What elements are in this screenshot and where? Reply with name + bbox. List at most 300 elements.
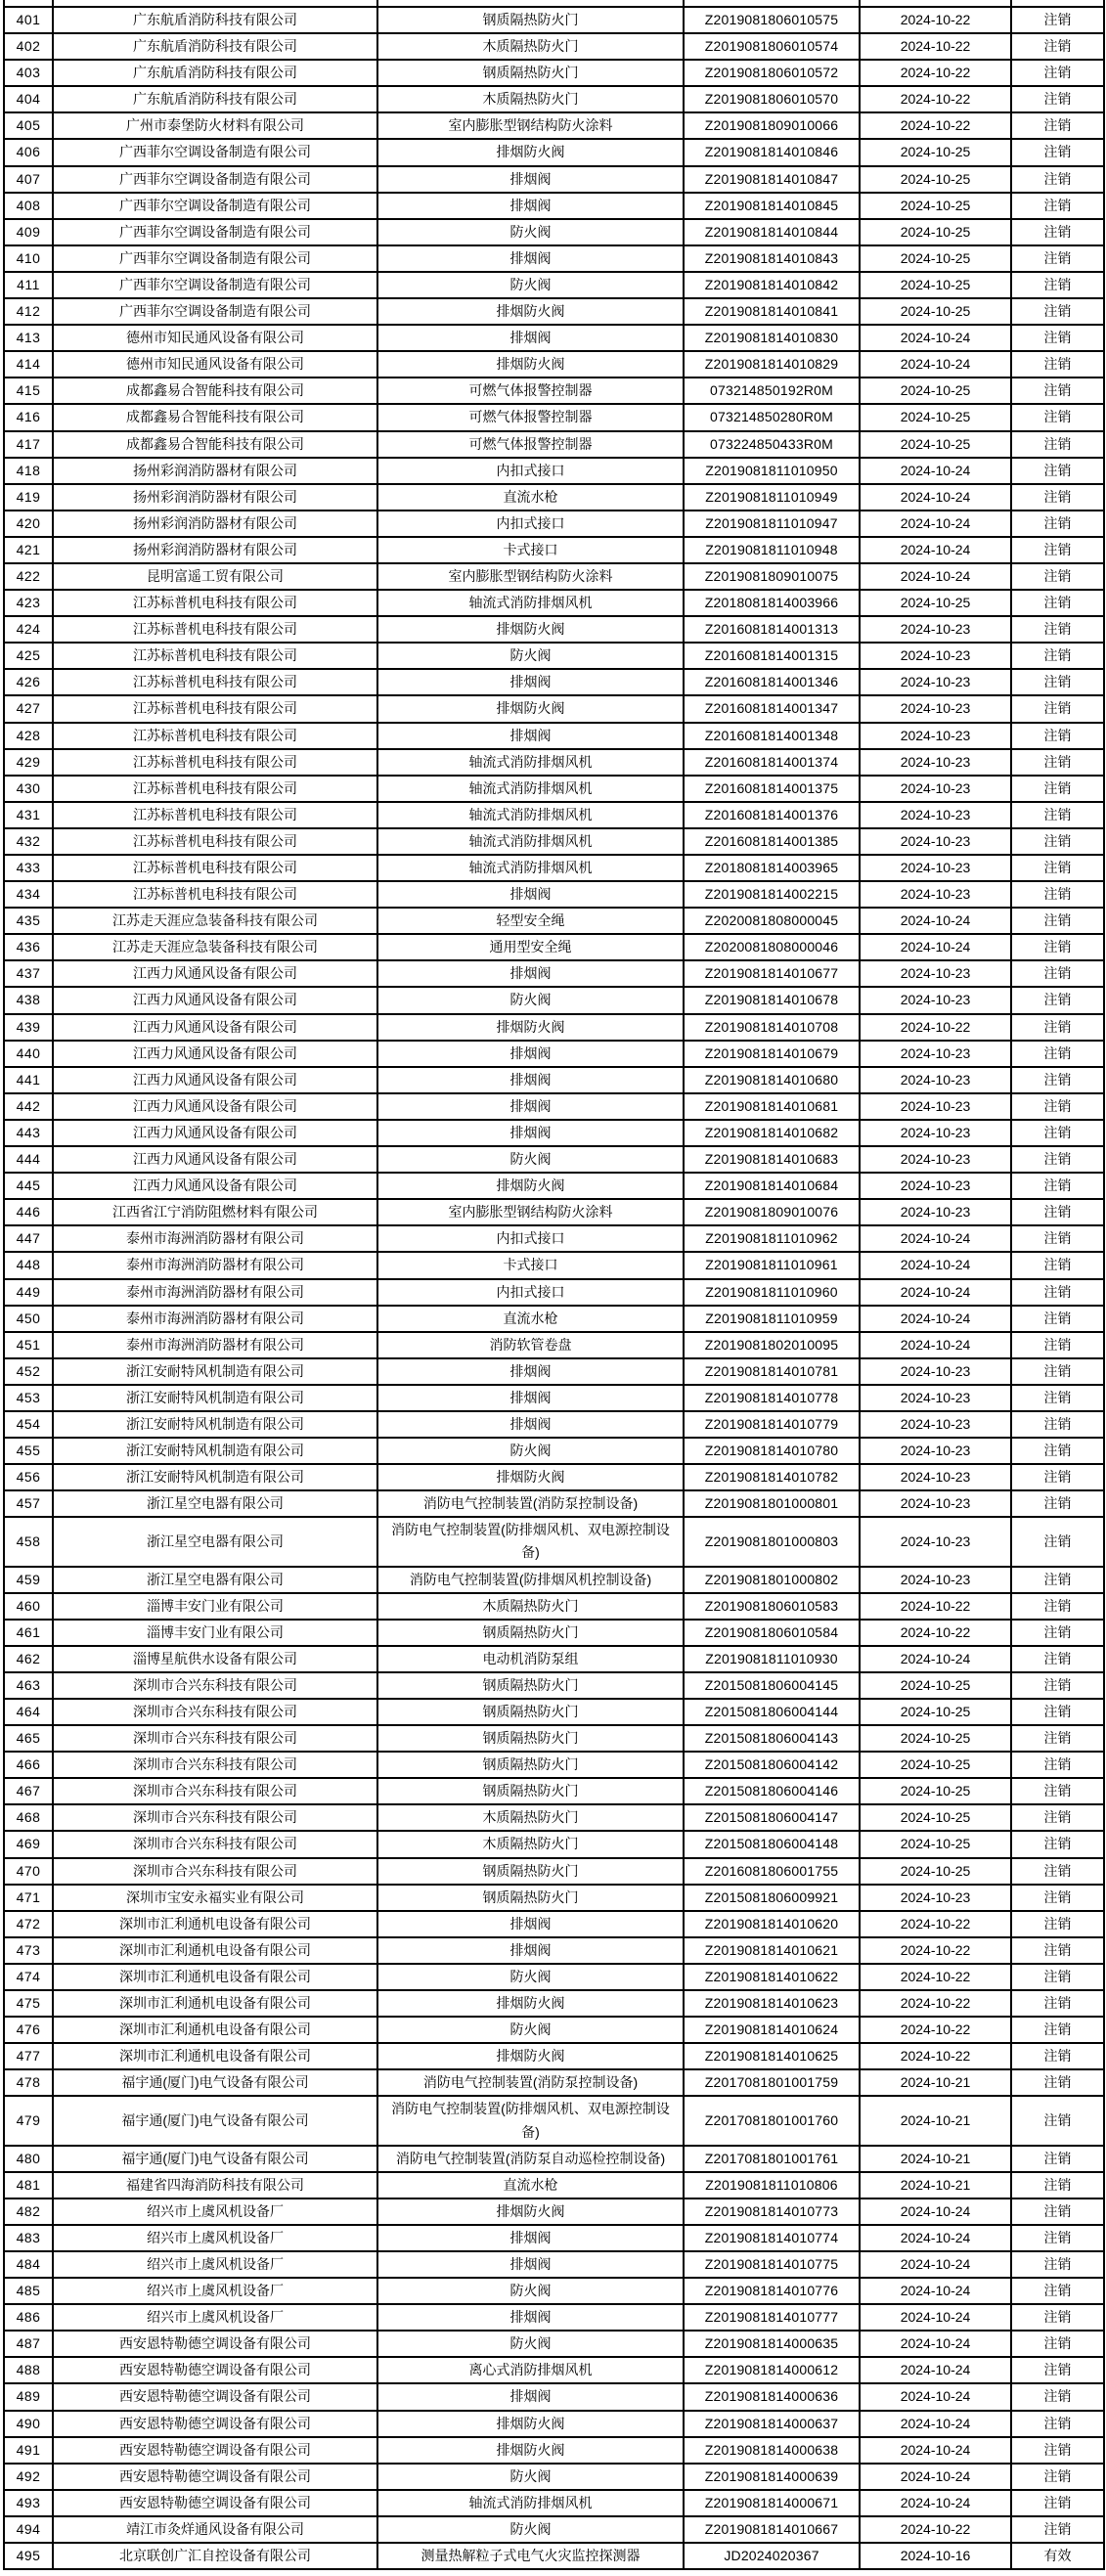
date-cell: 2024-10-23 [860,1464,1011,1490]
row-number-cell: 449 [4,1279,53,1306]
row-number-cell: 402 [4,33,53,60]
certificate-number-cell: Z2019081811010960 [684,1279,860,1306]
product-name-cell: 防火阀 [377,987,684,1013]
company-name-cell: 浙江星空电器有限公司 [53,1490,377,1517]
table-row [4,934,1104,960]
row-number-cell: 488 [4,2357,53,2383]
table-row [4,2198,1104,2225]
table-row [4,1593,1104,1620]
status-cell: 注销 [1011,1752,1104,1778]
product-name-cell: 钢质隔热防火门 [377,1778,684,1804]
date-cell: 2024-10-22 [860,1911,1011,1937]
certificate-number-cell: Z2019081814010622 [684,1964,860,1990]
product-name-cell: 轻型安全绳 [377,908,684,934]
status-cell: 注销 [1011,2069,1104,2096]
date-cell: 2024-10-24 [860,1646,1011,1672]
product-name-cell: 直流水枪 [377,2172,684,2198]
date-cell: 2024-10-23 [860,1358,1011,1385]
product-name-cell: 轴流式消防排烟风机 [377,802,684,828]
status-cell: 注销 [1011,1146,1104,1173]
table-row [4,1438,1104,1464]
row-number-cell: 475 [4,1990,53,2017]
company-name-cell: 广东航盾消防科技有限公司 [53,7,377,33]
product-name-cell: 钢质隔热防火门 [377,1699,684,1725]
status-cell: 注销 [1011,2464,1104,2490]
company-name-cell: 绍兴市上虞风机设备厂 [53,2304,377,2331]
row-number-cell: 431 [4,802,53,828]
status-cell: 注销 [1011,272,1104,298]
row-number-cell: 419 [4,484,53,511]
certificate-number-cell: Z2019081814000637 [684,2411,860,2437]
table-row [4,2490,1104,2516]
row-number-cell: 421 [4,537,53,563]
status-cell: 注销 [1011,431,1104,458]
status-cell: 注销 [1011,139,1104,165]
company-name-cell: 广东航盾消防科技有限公司 [53,33,377,60]
table-row [4,2069,1104,2096]
table-row [4,298,1104,325]
company-name-cell: 江苏标普机电科技有限公司 [53,776,377,802]
date-cell: 2024-10-23 [860,1567,1011,1593]
date-cell: 2024-10-25 [860,431,1011,458]
certificate-number-cell: Z2015081806009921 [684,1885,860,1911]
row-number-cell: 477 [4,2043,53,2069]
product-name-cell: 防火阀 [377,2331,684,2357]
row-number-cell: 483 [4,2225,53,2251]
row-number-cell: 446 [4,1199,53,1225]
status-cell: 注销 [1011,86,1104,112]
date-cell: 2024-10-23 [860,1173,1011,1199]
company-name-cell: 浙江星空电器有限公司 [53,1517,377,1566]
table-row [4,2304,1104,2331]
company-name-cell: 深圳市汇利通机电设备有限公司 [53,1911,377,1937]
row-number-cell: 403 [4,60,53,86]
certificate-number-cell: 073224850433R0M [684,431,860,458]
product-name-cell: 排烟阀 [377,960,684,987]
product-name-cell: 木质隔热防火门 [377,86,684,112]
row-number-cell: 413 [4,325,53,351]
company-name-cell: 江苏标普机电科技有限公司 [53,695,377,722]
status-cell: 注销 [1011,537,1104,563]
status-cell: 注销 [1011,1358,1104,1385]
date-cell: 2024-10-23 [860,828,1011,855]
status-cell: 注销 [1011,2043,1104,2069]
certificate-number-cell: Z2019081814010780 [684,1438,860,1464]
table-row [4,855,1104,881]
product-name-cell: 可燃气体报警控制器 [377,378,684,404]
status-cell: 注销 [1011,987,1104,1013]
certificate-number-cell: Z2019081811010948 [684,537,860,563]
product-name-cell: 卡式接口 [377,1252,684,1278]
date-cell: 2024-10-22 [860,1990,1011,2017]
company-name-cell: 江西力风通风设备有限公司 [53,987,377,1013]
row-number-cell: 407 [4,166,53,193]
table-row [4,881,1104,908]
date-cell: 2024-10-21 [860,2096,1011,2145]
date-cell: 2024-10-23 [860,643,1011,669]
certificate-number-cell: Z2019081814000671 [684,2490,860,2516]
product-name-cell: 排烟阀 [377,2225,684,2251]
table-row [4,219,1104,245]
company-name-cell: 泰州市海洲消防器材有限公司 [53,1252,377,1278]
status-cell: 注销 [1011,2096,1104,2145]
product-name-cell: 轴流式消防排烟风机 [377,776,684,802]
company-name-cell: 深圳市合兴东科技有限公司 [53,1778,377,1804]
table-row [4,2017,1104,2043]
date-cell: 2024-10-25 [860,193,1011,219]
date-cell: 2024-10-24 [860,1332,1011,1358]
product-name-cell: 电动机消防泵组 [377,1646,684,1672]
product-name-cell: 钢质隔热防火门 [377,1672,684,1699]
row-number-cell: 439 [4,1014,53,1041]
table-row [4,139,1104,165]
product-name-cell: 排烟防火阀 [377,1173,684,1199]
company-name-cell: 浙江星空电器有限公司 [53,1567,377,1593]
table-row [4,2251,1104,2278]
status-cell: 注销 [1011,1438,1104,1464]
date-cell: 2024-10-24 [860,2251,1011,2278]
product-name-cell: 消防电气控制装置(防排烟风机控制设备) [377,1567,684,1593]
product-name-cell: 防火阀 [377,1146,684,1173]
company-name-cell: 江苏标普机电科技有限公司 [53,881,377,908]
product-name-cell: 排烟阀 [377,1041,684,1067]
status-cell: 注销 [1011,60,1104,86]
table-row [4,1279,1104,1306]
company-name-cell: 江苏标普机电科技有限公司 [53,828,377,855]
date-cell: 2024-10-24 [860,325,1011,351]
certificate-number-cell: Z2019081811010962 [684,1225,860,1252]
company-name-cell: 西安恩特勒德空调设备有限公司 [53,2383,377,2410]
date-cell: 2024-10-24 [860,2225,1011,2251]
date-cell: 2024-10-25 [860,219,1011,245]
product-name-cell: 排烟防火阀 [377,1990,684,2017]
table-row [4,33,1104,60]
date-cell: 2024-10-21 [860,2172,1011,2198]
date-cell: 2024-10-24 [860,2278,1011,2304]
status-cell: 注销 [1011,1911,1104,1937]
certificate-number-cell: Z2019081814010775 [684,2251,860,2278]
table-row [4,404,1104,430]
row-number-cell: 445 [4,1173,53,1199]
row-number-cell: 473 [4,1937,53,1964]
certificate-table [3,0,1105,2570]
certificate-number-cell: Z2017081801001759 [684,2069,860,2096]
company-name-cell: 西安恩特勒德空调设备有限公司 [53,2331,377,2357]
table-row [4,1725,1104,1752]
date-cell: 2024-10-23 [860,987,1011,1013]
company-name-cell: 淄博丰安门业有限公司 [53,1620,377,1646]
status-cell: 注销 [1011,1411,1104,1438]
status-cell: 注销 [1011,1173,1104,1199]
date-cell: 2024-10-25 [860,1778,1011,1804]
date-cell: 2024-10-22 [860,1593,1011,1620]
status-cell: 注销 [1011,298,1104,325]
status-cell: 注销 [1011,695,1104,722]
date-cell: 2024-10-24 [860,2464,1011,2490]
table-row [4,1411,1104,1438]
date-cell: 2024-10-21 [860,2069,1011,2096]
status-cell: 注销 [1011,1937,1104,1964]
certificate-number-cell: Z2019081814010830 [684,325,860,351]
table-row [4,112,1104,139]
company-name-cell: 江苏标普机电科技有限公司 [53,749,377,776]
status-cell: 注销 [1011,1699,1104,1725]
product-name-cell: 排烟阀 [377,1067,684,1093]
table-row [4,1332,1104,1358]
table-row [4,1067,1104,1093]
date-cell: 2024-10-23 [860,616,1011,643]
certificate-number-cell: 073214850280R0M [684,404,860,430]
date-cell: 2024-10-23 [860,1885,1011,1911]
row-number-cell: 440 [4,1041,53,1067]
company-name-cell: 广东航盾消防科技有限公司 [53,60,377,86]
date-cell: 2024-10-23 [860,776,1011,802]
status-cell: 注销 [1011,828,1104,855]
product-name-cell: 消防电气控制装置(消防泵控制设备) [377,2069,684,2096]
table-row [4,1567,1104,1593]
status-cell: 注销 [1011,1332,1104,1358]
table-row [4,1252,1104,1278]
product-name-cell: 排烟阀 [377,2251,684,2278]
company-name-cell: 江苏标普机电科技有限公司 [53,616,377,643]
row-number-cell: 466 [4,1752,53,1778]
company-name-cell: 深圳市汇利通机电设备有限公司 [53,1964,377,1990]
row-number-cell: 452 [4,1358,53,1385]
certificate-number-cell: Z2019081809010075 [684,563,860,590]
certificate-number-cell: Z2016081814001385 [684,828,860,855]
certificate-number-cell: Z2019081811010947 [684,511,860,537]
row-number-cell: 485 [4,2278,53,2304]
certificate-number-cell: Z2016081814001348 [684,723,860,749]
company-name-cell: 江西力风通风设备有限公司 [53,1093,377,1120]
status-cell: 注销 [1011,1225,1104,1252]
product-name-cell: 内扣式接口 [377,511,684,537]
row-number-cell: 486 [4,2304,53,2331]
status-cell: 注销 [1011,1252,1104,1278]
table-row [4,828,1104,855]
product-name-cell: 木质隔热防火门 [377,1804,684,1831]
date-cell: 2024-10-23 [860,695,1011,722]
row-number-cell: 410 [4,245,53,272]
row-number-cell: 451 [4,1332,53,1358]
table-row [4,2411,1104,2437]
certificate-number-cell: Z2016081814001346 [684,669,860,695]
product-name-cell: 直流水枪 [377,484,684,511]
status-cell: 注销 [1011,563,1104,590]
product-name-cell: 防火阀 [377,2464,684,2490]
certificate-number-cell: Z2019081814000635 [684,2331,860,2357]
table-row [4,2437,1104,2464]
table-row [4,1778,1104,1804]
row-number-cell: 427 [4,695,53,722]
company-name-cell: 江苏标普机电科技有限公司 [53,643,377,669]
status-cell: 注销 [1011,723,1104,749]
row-number-cell: 495 [4,2543,53,2569]
table-row [4,1646,1104,1672]
table-row [4,1358,1104,1385]
date-cell: 2024-10-23 [860,1385,1011,1411]
table-row [4,2331,1104,2357]
date-cell: 2024-10-24 [860,2437,1011,2464]
certificate-number-cell: Z2019081814010829 [684,351,860,378]
row-number-cell: 411 [4,272,53,298]
row-number-cell: 484 [4,2251,53,2278]
status-cell: 注销 [1011,1199,1104,1225]
company-name-cell: 深圳市合兴东科技有限公司 [53,1804,377,1831]
row-number-cell: 465 [4,1725,53,1752]
date-cell: 2024-10-24 [860,2490,1011,2516]
row-number-cell: 455 [4,1438,53,1464]
row-number-cell: 479 [4,2096,53,2145]
product-name-cell: 钢质隔热防火门 [377,1752,684,1778]
date-cell: 2024-10-22 [860,86,1011,112]
company-name-cell: 绍兴市上虞风机设备厂 [53,2251,377,2278]
certificate-number-cell: Z2019081814010684 [684,1173,860,1199]
date-cell: 2024-10-24 [860,2304,1011,2331]
certificate-number-cell: Z2019081811010961 [684,1252,860,1278]
table-row [4,960,1104,987]
certificate-number-cell: Z2019081814010778 [684,1385,860,1411]
product-name-cell: 防火阀 [377,219,684,245]
certificate-number-cell: Z2019081811010930 [684,1646,860,1672]
certificate-number-cell: Z2019081811010949 [684,484,860,511]
status-cell: 注销 [1011,1725,1104,1752]
company-name-cell: 福建省四海消防科技有限公司 [53,2172,377,2198]
status-cell: 注销 [1011,1120,1104,1146]
date-cell: 2024-10-24 [860,537,1011,563]
row-number-cell: 415 [4,378,53,404]
company-name-cell: 深圳市合兴东科技有限公司 [53,1725,377,1752]
company-name-cell: 西安恩特勒德空调设备有限公司 [53,2464,377,2490]
status-cell: 注销 [1011,2331,1104,2357]
company-name-cell: 江苏走天涯应急装备科技有限公司 [53,908,377,934]
row-number-cell: 436 [4,934,53,960]
table-row [4,484,1104,511]
certificate-number-cell: 073214850192R0M [684,378,860,404]
status-cell: 注销 [1011,1885,1104,1911]
table-row [4,1858,1104,1885]
certificate-number-cell: Z2015081806004148 [684,1831,860,1857]
table-row [4,1173,1104,1199]
certificate-number-cell: JD2024020367 [684,2543,860,2569]
date-cell: 2024-10-24 [860,908,1011,934]
row-number-cell: 456 [4,1464,53,1490]
company-name-cell: 江苏标普机电科技有限公司 [53,802,377,828]
row-number-cell: 464 [4,1699,53,1725]
product-name-cell: 钢质隔热防火门 [377,60,684,86]
table-row [4,1225,1104,1252]
company-name-cell: 深圳市汇利通机电设备有限公司 [53,2017,377,2043]
company-name-cell: 泰州市海洲消防器材有限公司 [53,1279,377,1306]
table-row [4,86,1104,112]
table-row [4,1804,1104,1831]
certificate-number-cell: Z2019081806010583 [684,1593,860,1620]
table-row [4,1620,1104,1646]
certificate-number-cell: Z2019081814000639 [684,2464,860,2490]
certificate-number-cell: Z2019081814010846 [684,139,860,165]
certificate-number-cell: Z2019081801000801 [684,1490,860,1517]
table-row [4,987,1104,1013]
row-number-cell: 433 [4,855,53,881]
table-row [4,616,1104,643]
product-name-cell: 排烟阀 [377,881,684,908]
company-name-cell: 深圳市汇利通机电设备有限公司 [53,2043,377,2069]
table-row [4,1199,1104,1225]
product-name-cell: 排烟阀 [377,1911,684,1937]
table-row [4,351,1104,378]
status-cell: 注销 [1011,2017,1104,2043]
company-name-cell: 泰州市海洲消防器材有限公司 [53,1306,377,1332]
date-cell: 2024-10-23 [860,855,1011,881]
row-number-cell: 432 [4,828,53,855]
row-number-cell: 448 [4,1252,53,1278]
status-cell: 注销 [1011,511,1104,537]
date-cell: 2024-10-22 [860,2017,1011,2043]
company-name-cell: 深圳市合兴东科技有限公司 [53,1831,377,1857]
row-number-cell: 461 [4,1620,53,1646]
date-cell: 2024-10-25 [860,378,1011,404]
company-name-cell: 深圳市合兴东科技有限公司 [53,1672,377,1699]
status-cell: 注销 [1011,2251,1104,2278]
date-cell: 2024-10-24 [860,1225,1011,1252]
product-name-cell: 排烟防火阀 [377,298,684,325]
row-number-cell: 463 [4,1672,53,1699]
date-cell: 2024-10-25 [860,298,1011,325]
table-row [4,2516,1104,2543]
certificate-number-cell: Z2019081814010842 [684,272,860,298]
company-name-cell: 深圳市宝安永福实业有限公司 [53,1885,377,1911]
date-cell: 2024-10-25 [860,166,1011,193]
table-row [4,1831,1104,1857]
table-row [4,1093,1104,1120]
row-number-cell: 447 [4,1225,53,1252]
row-number-cell: 490 [4,2411,53,2437]
certificate-number-cell: Z2019081814000612 [684,2357,860,2383]
row-number-cell: 478 [4,2069,53,2096]
certificate-number-cell: Z2019081809010066 [684,112,860,139]
company-name-cell: 江苏走天涯应急装备科技有限公司 [53,934,377,960]
date-cell: 2024-10-23 [860,1199,1011,1225]
table-row [4,1911,1104,1937]
certificate-number-cell: Z2020081808000046 [684,934,860,960]
row-number-cell: 441 [4,1067,53,1093]
table-row [4,2464,1104,2490]
status-cell: 注销 [1011,1464,1104,1490]
company-name-cell: 江苏标普机电科技有限公司 [53,669,377,695]
product-name-cell: 消防软管卷盘 [377,1332,684,1358]
certificate-number-cell: Z2019081814010841 [684,298,860,325]
table-row [4,1964,1104,1990]
table-row [4,802,1104,828]
company-name-cell: 广西菲尔空调设备制造有限公司 [53,245,377,272]
company-name-cell: 广西菲尔空调设备制造有限公司 [53,139,377,165]
status-cell: 注销 [1011,590,1104,616]
product-name-cell: 木质隔热防火门 [377,1593,684,1620]
row-number-cell: 438 [4,987,53,1013]
table-row [4,2146,1104,2172]
company-name-cell: 深圳市汇利通机电设备有限公司 [53,1937,377,1964]
certificate-number-cell: Z2018081814003966 [684,590,860,616]
company-name-cell: 扬州彩润消防器材有限公司 [53,511,377,537]
product-name-cell: 测量热解粒子式电气火灾监控探测器 [377,2543,684,2569]
status-cell: 注销 [1011,616,1104,643]
certificate-table-body [4,0,1104,2569]
product-name-cell: 轴流式消防排烟风机 [377,590,684,616]
product-name-cell: 排烟防火阀 [377,2437,684,2464]
product-name-cell: 轴流式消防排烟风机 [377,828,684,855]
certificate-number-cell: Z2019081806010584 [684,1620,860,1646]
company-name-cell: 江苏标普机电科技有限公司 [53,590,377,616]
